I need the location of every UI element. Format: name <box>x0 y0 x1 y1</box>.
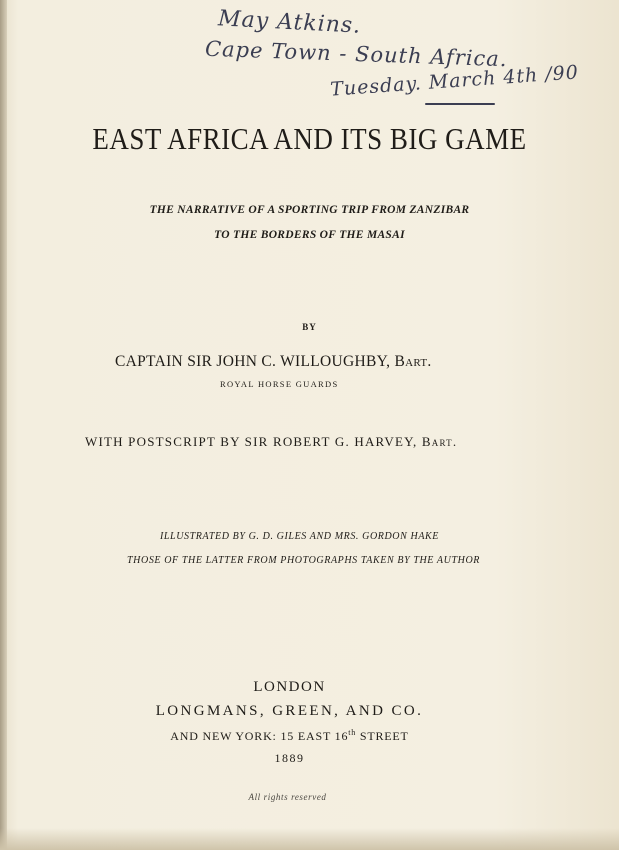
imprint-newyork <box>0 728 599 744</box>
author-line <box>115 353 432 371</box>
illustrations-line-1: ILLUSTRATED BY G. D. GILES AND MRS. GORDON HAKE <box>159 531 440 542</box>
author-suffix: Bart. <box>394 353 432 370</box>
page-bottom-edge <box>0 828 619 850</box>
subtitle-line-1: THE NARRATIVE OF A SPORTING TRIP FROM ZANZIBAR <box>149 204 470 216</box>
regiment: ROYAL HORSE GUARDS <box>220 379 339 389</box>
newyork-suffix: STREET <box>356 729 409 743</box>
author-name: CAPTAIN SIR JOHN C. WILLOUGHBY, <box>115 353 391 370</box>
rights-notice: All rights reserved <box>248 792 327 802</box>
inscription-line-2: Cape Town - South Africa. <box>204 36 508 72</box>
postscript-text: WITH POSTSCRIPT BY SIR ROBERT G. HARVEY, <box>85 434 418 449</box>
imprint-publisher: LONGMANS, GREEN, AND CO. <box>155 703 424 719</box>
inscription-line-1: May Atkins. <box>217 6 362 39</box>
illustrations-line-2: THOSE OF THE LATTER FROM PHOTOGRAPHS TAKEN BY THE AUTHOR <box>127 555 480 566</box>
subtitle-line-2: TO THE BORDERS OF THE MASAI <box>214 229 405 241</box>
inscription-line-3: Tuesday. March 4th /90 <box>329 61 580 101</box>
imprint-year: 1889 <box>274 751 305 765</box>
inscription-underline <box>425 103 495 105</box>
postscript-suffix: Bart. <box>421 434 458 449</box>
newyork-prefix: AND NEW YORK: 15 EAST 16 <box>170 729 349 743</box>
postscript-line <box>85 434 457 450</box>
book-title: EAST AFRICA AND ITS BIG GAME <box>92 122 527 156</box>
newyork-sup: th <box>348 728 357 737</box>
by-label: BY <box>302 322 317 332</box>
imprint-city: LONDON <box>253 679 326 695</box>
